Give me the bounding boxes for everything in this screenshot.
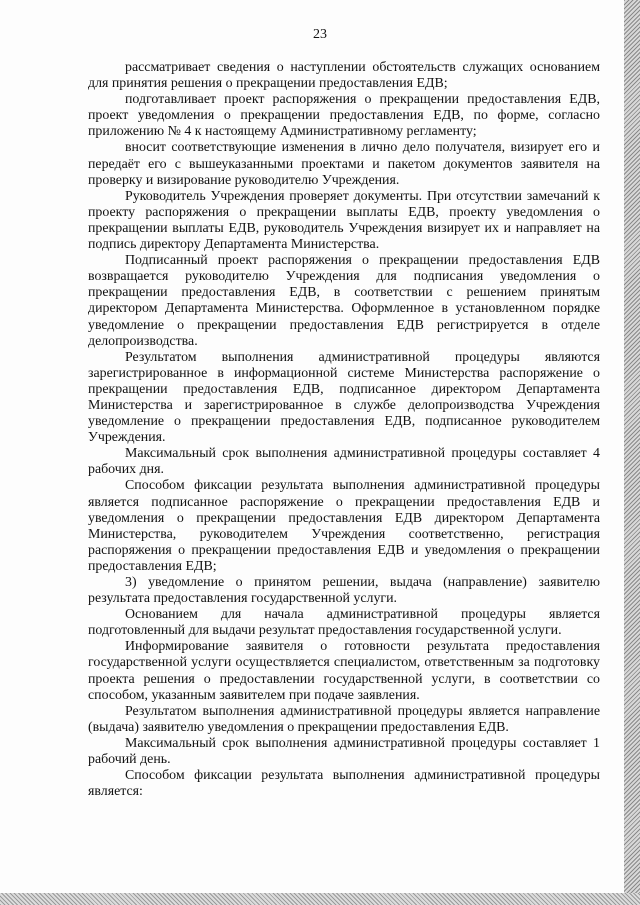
paragraph: рассматривает сведения о наступлении обстоятельств служащих основанием для принятия решения о прекращении предоставления ЕДВ; <box>88 60 600 92</box>
paragraph: 3) уведомление о принятом решении, выдача (направление) заявителю результата предоставления государственной услуги. <box>88 575 600 607</box>
scan-edge-bottom <box>0 893 640 905</box>
paragraph: Способом фиксации результата выполнения административной процедуры является: <box>88 768 600 800</box>
paragraph: Руководитель Учреждения проверяет документы. При отсутствии замечаний к проекту распоряжения о прекращении выплаты ЕДВ, проекту уведомления о прекращении выплаты ЕДВ, руководитель Учреждения визирует их и направляет на подпись директору Департамента Министерства. <box>88 188 600 253</box>
document-body <box>88 60 600 800</box>
paragraph: вносит соответствующие изменения в лично дело получателя, визирует его и передаёт его с вышеуказанными проектами и пакетом документов заявителя на проверку и визирование руководителю Учреждения. <box>88 140 600 188</box>
paragraph: Информирование заявителя о готовности результата предоставления государственной услуги осуществляется специалистом, ответственным за подготовку проекта решения о предоставлении государственной услуги, в соответствии со способом, указанным заявителем при подаче заявления. <box>88 639 600 703</box>
paragraph: подготавливает проект распоряжения о прекращении предоставления ЕДВ, проект уведомления о прекращении предоставления ЕДВ, по форме, согласно приложению № 4 к настоящему Административному регламенту; <box>88 92 600 140</box>
paragraph: Основанием для начала административной процедуры является подготовленный для выдачи результат предоставления государственной услуги. <box>88 607 600 639</box>
scan-edge-right <box>624 0 640 905</box>
paragraph: Результатом выполнения административной процедуры являются зарегистрированное в информационной системе Министерства распоряжение о прекращении предоставления ЕДВ, подписанное директором Департамента Министерства и зарегистрированное в службе делопроизводства Учреждения уведомление о прекращении предоставления ЕДВ, подписанное руководителем Учреждения. <box>88 349 600 446</box>
paragraph: Способом фиксации результата выполнения административной процедуры является подписанное распоряжение о прекращении предоставления ЕДВ и уведомления о прекращении предоставления ЕДВ директором Департамента Министерства, руководителем Учреждения соответственно, регистрация распоряжения о прекращении предоставления ЕДВ и уведомления о прекращении предоставления ЕДВ; <box>88 478 600 574</box>
paragraph: Максимальный срок выполнения административной процедуры составляет 1 рабочий день. <box>88 735 600 768</box>
page-number: 23 <box>313 27 327 42</box>
paragraph: Результатом выполнения административной процедуры является направление (выдача) заявителю уведомления о прекращении предоставления ЕДВ. <box>88 703 600 735</box>
paragraph: Подписанный проект распоряжения о прекращении предоставления ЕДВ возвращается руководителю Учреждения для подписания уведомления о прекращении предоставления ЕДВ, в соответствии с решением принятым директором Департамента Министерства. Оформленное в установленном порядке уведомление о прекращении предоставления ЕДВ регистрируется в отделе делопроизводства. <box>88 253 600 349</box>
paragraph: Максимальный срок выполнения административной процедуры составляет 4 рабочих дня. <box>88 446 600 478</box>
